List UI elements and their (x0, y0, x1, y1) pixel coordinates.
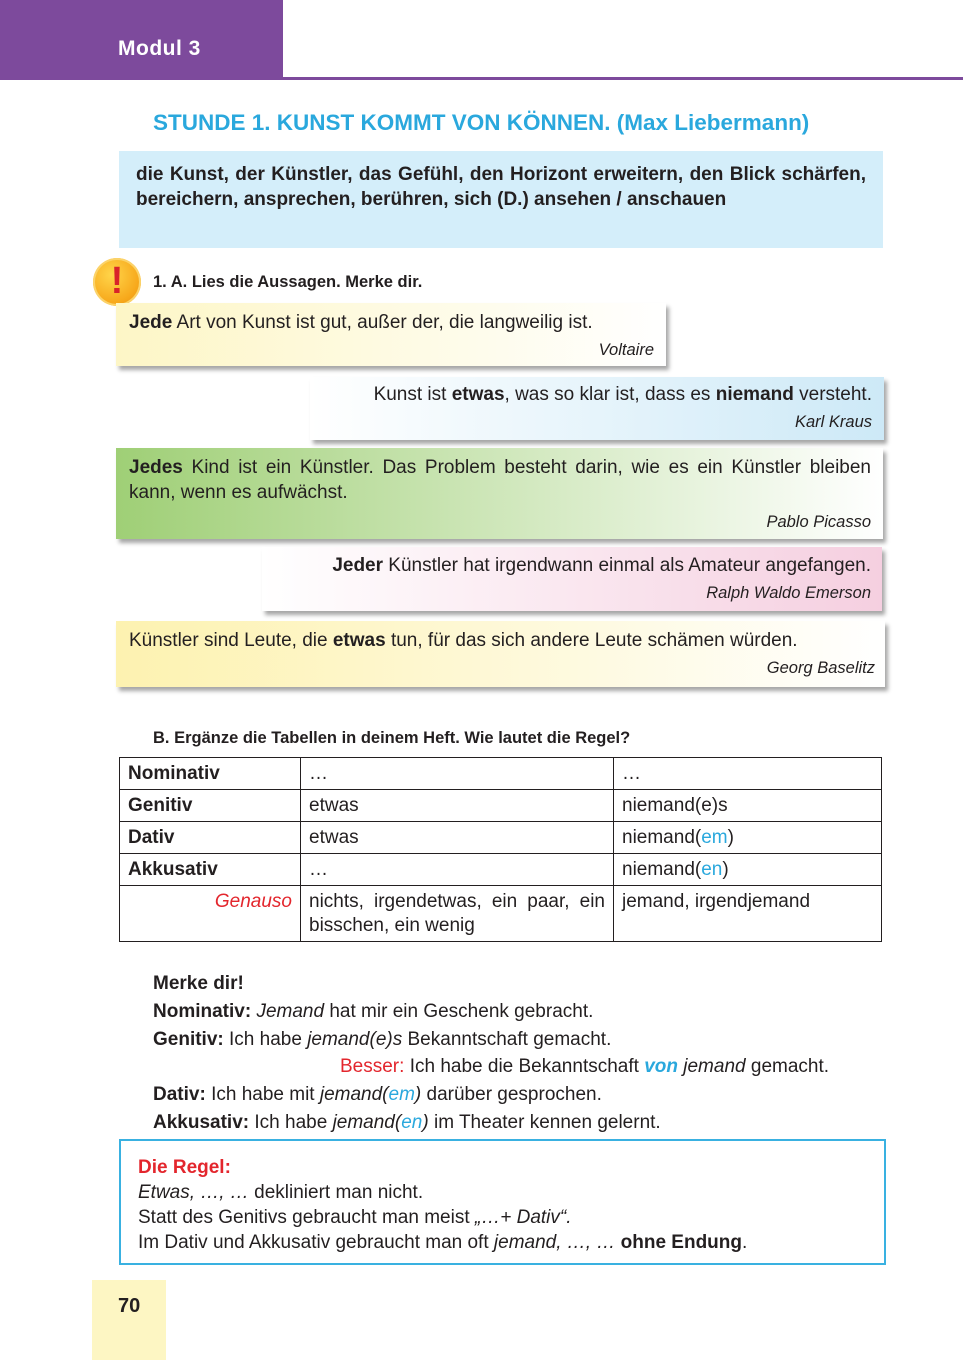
module-label: Modul 3 (118, 37, 201, 60)
lesson-title: STUNDE 1. KUNST KOMMT VON KÖNNEN. (Max Liebermann) (153, 110, 810, 135)
table-row: Genitiv etwas niemand(e)s (120, 790, 882, 822)
quote-baselitz: Künstler sind Leute, die etwas tun, für das sich andere Leute schämen würden. Georg Baselitz (116, 621, 885, 687)
rule-line-3: Im Dativ und Akkusativ gebraucht man oft jemand, …, … ohne Endung. (138, 1232, 748, 1253)
merke-section (153, 970, 913, 1137)
page-number: 70 (118, 1295, 141, 1317)
rule-line-1: Etwas, …, … dekliniert man nicht. (138, 1182, 424, 1203)
quote-picasso: Jedes Kind ist ein Künstler. Das Problem besteht darin, wie es ein Künstler bleiben kann, wenn es aufwächst. Pablo Picasso (116, 448, 883, 539)
quote-author: Georg Baselitz (766, 659, 875, 677)
quote-voltaire: Jede Art von Kunst ist gut, außer der, die langweilig ist. Voltaire (116, 303, 666, 366)
rule-heading: Die Regel: (138, 1157, 231, 1178)
task-a-label: 1. A. Lies die Aussagen. Merke dir. (153, 273, 423, 291)
merke-genitiv: Genitiv: Ich habe jemand(e)s Bekanntschaft gemacht. (153, 1028, 612, 1050)
merke-nominativ: Nominativ: Jemand hat mir ein Geschenk gebracht. (153, 1000, 594, 1022)
quote-author: Voltaire (598, 341, 654, 359)
table-row: Genauso nichts, irgendetwas, ein paar, ein bisschen, ein wenig jemand, irgendjemand (120, 886, 882, 942)
table-row: Nominativ … … (120, 758, 882, 790)
rule-line-2: Statt des Genitivs gebraucht man meist „…+ Dativ“. (138, 1207, 572, 1228)
merke-dativ: Dativ: Ich habe mit jemand(em) darüber gesprochen. (153, 1084, 602, 1106)
quote-emerson: Jeder Künstler hat irgendwann einmal als Amateur angefangen. Ralph Waldo Emerson (262, 547, 882, 611)
exclamation-icon: ! (93, 258, 141, 306)
quote-kraus: Kunst ist etwas, was so klar ist, dass es niemand versteht. Karl Kraus (310, 377, 884, 440)
header-divider (283, 77, 963, 80)
quote-author: Karl Kraus (794, 413, 872, 431)
page-number-box (92, 1280, 166, 1360)
table-row: Dativ etwas niemand(em) (120, 822, 882, 854)
task-b-label: B. Ergänze die Tabellen in deinem Heft. Wie lautet die Regel? (153, 729, 631, 747)
quote-author: Ralph Waldo Emerson (706, 584, 871, 602)
merke-besser: Besser: Ich habe die Bekanntschaft von jemand gemacht. (340, 1056, 830, 1078)
module-tab (0, 0, 283, 80)
merke-akkusativ: Akkusativ: Ich habe jemand(en) im Theater kennen gelernt. (153, 1111, 661, 1133)
declension-table (119, 757, 882, 942)
quote-author: Pablo Picasso (766, 513, 871, 531)
merke-heading: Merke dir! (153, 973, 244, 994)
rule-box (119, 1139, 886, 1265)
vocabulary-box: die Kunst, der Künstler, das Gefühl, den Horizont erweitern, den Blick schärfen, bereichern, ansprechen, berühren, sich (D.) ansehen / anschauen (119, 151, 883, 248)
table-row: Akkusativ … niemand(en) (120, 854, 882, 886)
